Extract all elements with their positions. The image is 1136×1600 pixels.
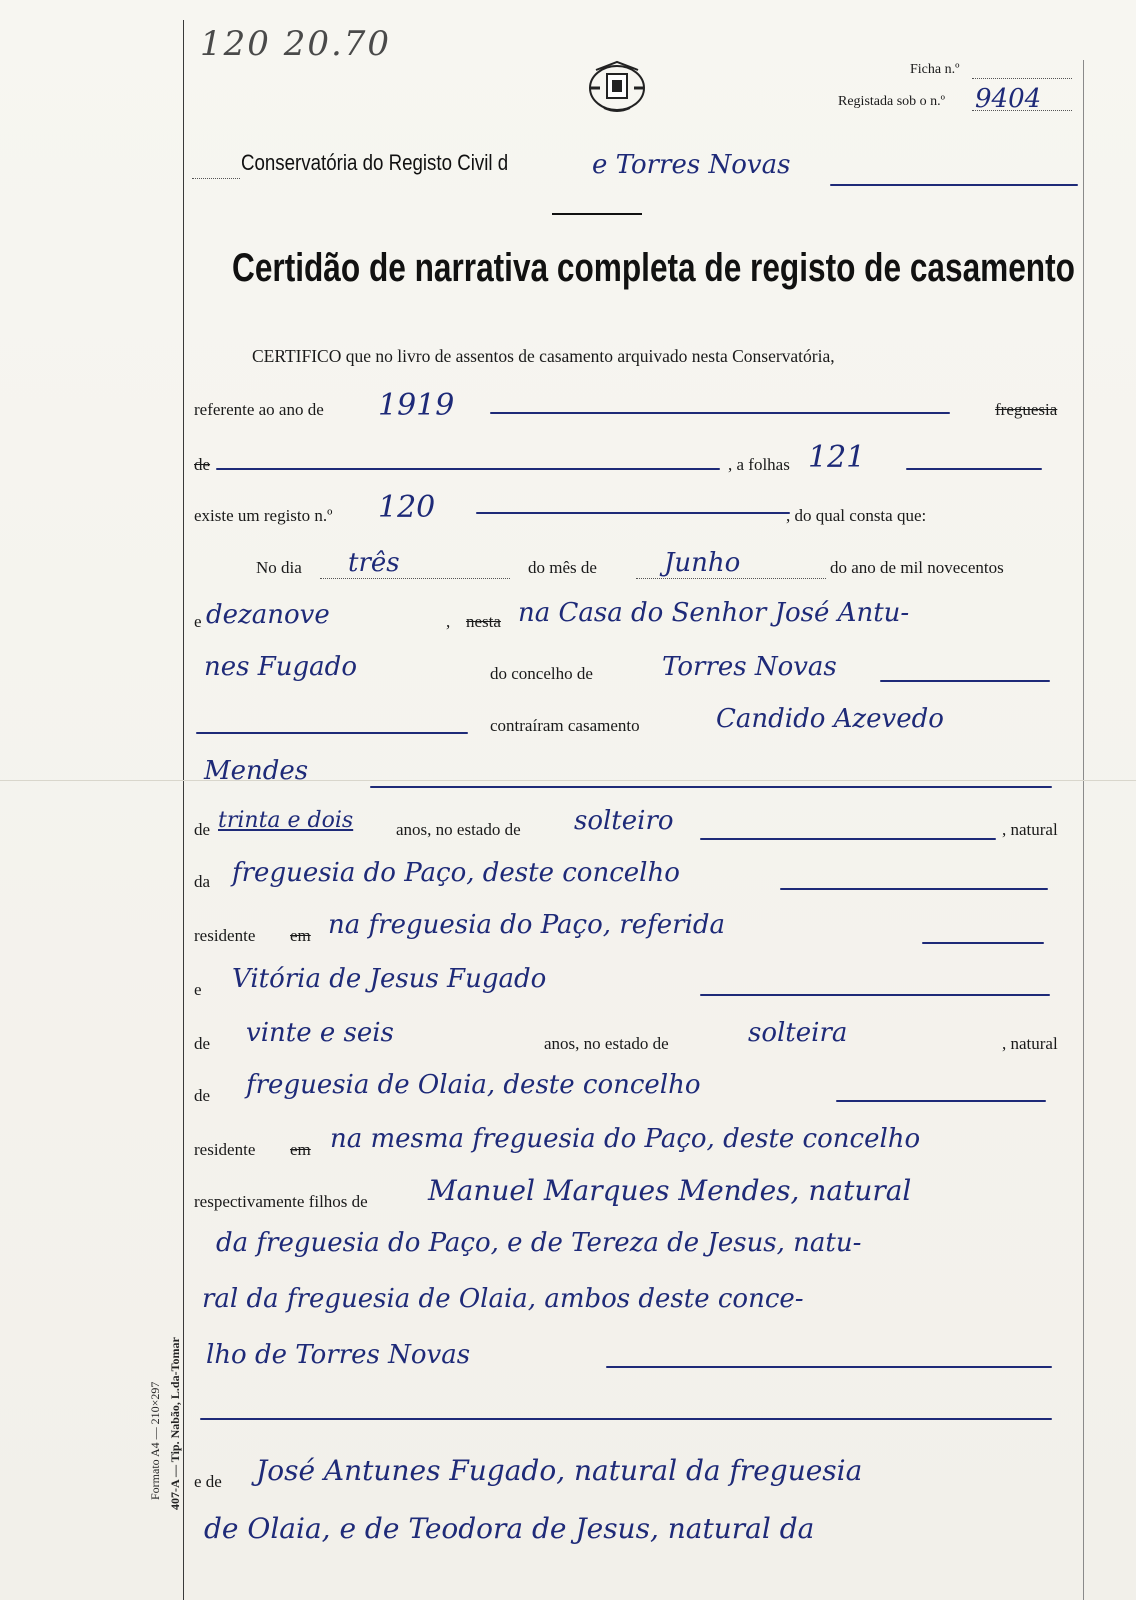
freguesia-fill-stroke (216, 468, 720, 470)
registo-value: 120 (378, 490, 436, 525)
pencil-note: 120 20.70 (200, 24, 392, 64)
nesta-struck: nesta (466, 612, 501, 631)
year-label: referente ao ano de (194, 400, 324, 419)
bride-de-label: de (194, 1034, 211, 1053)
groom-parents-4: lho de Torres Novas (206, 1340, 471, 1370)
groom-anos-label: anos, no estado de (396, 820, 521, 839)
right-margin-rule (1083, 60, 1084, 1600)
groom-da-label: da (194, 872, 211, 891)
groom-residente-label: residente (194, 926, 256, 945)
freguesia-label: freguesia (995, 400, 1058, 419)
contrairam-label: contraíram casamento (490, 716, 640, 735)
groom-name-1: Candido Azevedo (716, 704, 944, 734)
dia-dots (320, 578, 510, 579)
bride-origin-stroke (836, 1100, 1046, 1102)
mes-label: do mês de (528, 558, 597, 577)
folhas-label: , a folhas (728, 455, 790, 474)
bride-residence: na mesma freguesia do Paço, deste concelho (330, 1124, 921, 1154)
comma-1: , (446, 612, 451, 631)
ficha-field (972, 78, 1072, 79)
bride-state: solteira (748, 1018, 848, 1048)
groom-age: trinta e dois (218, 808, 354, 833)
parents-fill-stroke (606, 1366, 1052, 1368)
office-fill-stroke (830, 184, 1078, 186)
folhas-value: 121 (808, 440, 866, 475)
local-value-1: na Casa do Senhor José Antu- (518, 598, 910, 628)
year-fill-stroke (490, 412, 950, 414)
coat-of-arms-icon (586, 58, 648, 114)
groom-residence: na freguesia do Paço, referida (328, 910, 725, 940)
groom-residence-stroke (922, 942, 1044, 944)
filhos-label: respectivamente filhos de (194, 1192, 368, 1211)
bride-anos-label: anos, no estado de (544, 1034, 669, 1053)
blank-fill-stroke (196, 732, 468, 734)
groom-origin: freguesia do Paço, deste concelho (232, 858, 680, 888)
groom-origin-stroke (780, 888, 1048, 890)
office-title: Conservatória do Registo Civil d (241, 150, 509, 175)
office-lead-dots (192, 178, 240, 179)
concelho-fill-stroke (880, 680, 1050, 682)
title-rule (552, 213, 642, 215)
concelho-label: do concelho de (490, 664, 593, 683)
registo-fill-stroke (476, 512, 790, 514)
bride-em-struck: em (290, 1140, 311, 1159)
groom-parents-2: da freguesia do Paço, e de Tereza de Jesus, natu- (216, 1228, 862, 1258)
de-label-struck: de (194, 455, 211, 474)
groom-natural-label: , natural (1002, 820, 1058, 839)
ano-label: do ano de mil novecentos (830, 558, 1004, 577)
left-margin-rule (183, 20, 184, 1600)
mes-dots (636, 578, 826, 579)
groom-parents-1: Manuel Marques Mendes, natural (428, 1174, 912, 1207)
registada-value: 9404 (975, 84, 1042, 114)
bride-parents-label: e de (194, 1472, 222, 1491)
certifico-line: CERTIFICO que no livro de assentos de casamento arquivado nesta Conservatória, (252, 346, 835, 366)
bride-origin: freguesia de Olaia, deste concelho (246, 1070, 701, 1100)
printer-note: 407-A — Tip. Nabão, L.da-Tomar (168, 1337, 182, 1510)
ficha-label: Ficha n.º (910, 62, 960, 77)
blank-line-stroke (200, 1418, 1052, 1420)
groom-fill-stroke (370, 786, 1052, 788)
groom-state: solteiro (574, 806, 674, 836)
groom-name-2: Mendes (204, 756, 309, 786)
mes-value: Junho (664, 548, 741, 578)
groom-de-label: de (194, 820, 211, 839)
concelho-value: Torres Novas (662, 652, 837, 682)
consta-label: , do qual consta que: (786, 506, 927, 525)
dia-value: três (348, 548, 400, 578)
groom-parents-3: ral da freguesia de Olaia, ambos deste conce- (202, 1284, 804, 1314)
groom-state-stroke (700, 838, 996, 840)
bride-de-label-2: de (194, 1086, 211, 1105)
year-value: 1919 (378, 388, 455, 423)
bride-parents-2: de Olaia, e de Teodora de Jesus, natural da (204, 1512, 815, 1545)
ano-value: dezanove (206, 600, 330, 630)
bride-residente-label: residente (194, 1140, 256, 1159)
groom-em-struck: em (290, 926, 311, 945)
e-label: e (194, 612, 202, 631)
bride-natural-label: , natural (1002, 1034, 1058, 1053)
dia-label: No dia (256, 558, 302, 577)
fold-crease (0, 780, 1136, 781)
bride-name: Vitória de Jesus Fugado (232, 964, 547, 994)
format-note: Formato A4 — 210×297 (148, 1381, 162, 1500)
bride-age: vinte e seis (246, 1018, 394, 1048)
page-title: Certidão de narrativa completa de registo de casamento (232, 246, 1075, 290)
bride-parents-1: José Antunes Fugado, natural da freguesia (256, 1454, 863, 1487)
bride-name-stroke (700, 994, 1050, 996)
registo-label: existe um registo n.º (194, 506, 333, 525)
registada-field (972, 110, 1072, 111)
bride-e-label: e (194, 980, 202, 999)
registada-label: Registada sob o n.º (838, 94, 945, 109)
office-handwritten: e Torres Novas (592, 150, 791, 180)
local-value-2: nes Fugado (204, 652, 357, 682)
folhas-fill-stroke (906, 468, 1042, 470)
